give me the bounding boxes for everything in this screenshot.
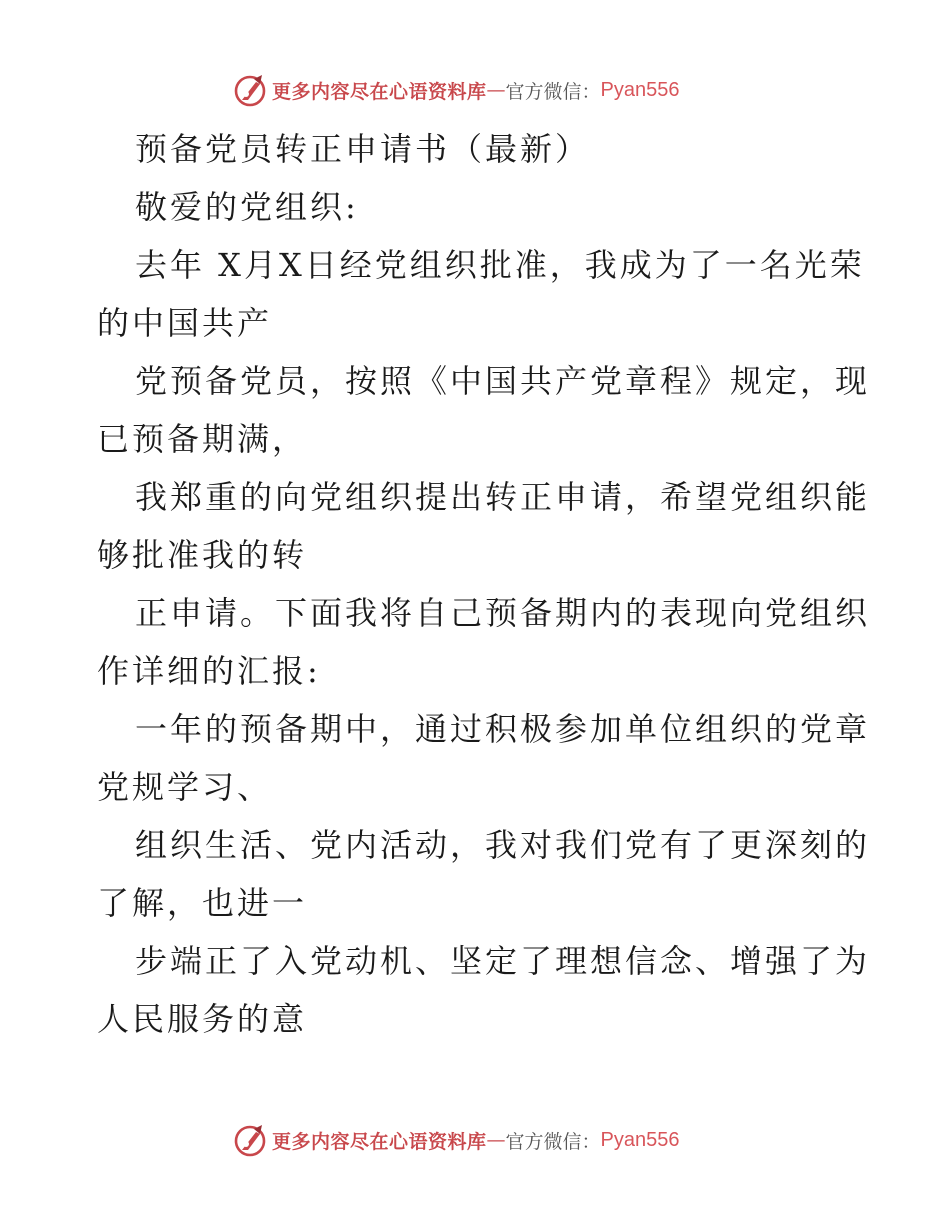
brand-text: 更多内容尽在心语资料库	[272, 1130, 487, 1153]
paragraph-line: 了解，也进一	[97, 884, 308, 922]
paragraph-line: 正申请。下面我将自己预备期内的表现向党组织	[135, 594, 871, 632]
paragraph-line: 我郑重的向党组织提出转正申请，希望党组织能	[135, 478, 871, 516]
header-banner	[232, 70, 680, 110]
paragraph-line: 已预备期满，	[97, 420, 308, 458]
quill-pen-logo-icon	[232, 1122, 268, 1158]
paragraph-line: 步端正了入党动机、坚定了理想信念、增强了为	[135, 942, 871, 980]
wechat-id: Pyan556	[600, 1128, 680, 1151]
document-title: 预备党员转正申请书（最新）	[135, 130, 591, 168]
footer-banner	[232, 1120, 680, 1160]
paragraph-line: 作详细的汇报:	[97, 652, 321, 690]
quill-pen-logo-icon	[232, 72, 268, 108]
paragraph-line: 一年的预备期中，通过积极参加单位组织的党章	[135, 710, 871, 748]
document-body	[97, 120, 871, 1048]
paragraph-line: 去年 X月X日经党组织批准，我成为了一名光荣	[135, 246, 865, 284]
wechat-label: 官方微信：	[505, 80, 601, 103]
brand-text: 更多内容尽在心语资料库	[272, 80, 487, 103]
paragraph-line: 的中国共产	[97, 304, 273, 342]
wechat-id: Pyan556	[600, 78, 680, 101]
paragraph-line: 党预备党员，按照《中国共产党章程》规定，现	[135, 362, 871, 400]
paragraph-line: 人民服务的意	[97, 1000, 308, 1038]
paragraph-line: 组织生活、党内活动，我对我们党有了更深刻的	[135, 826, 871, 864]
paragraph-line: 够批准我的转	[97, 536, 308, 574]
wechat-label: 官方微信：	[505, 1130, 601, 1153]
salutation: 敬爱的党组织:	[135, 188, 359, 226]
banner-dash: —	[486, 79, 506, 101]
banner-dash: —	[486, 1129, 506, 1151]
paragraph-line: 党规学习、	[97, 768, 273, 806]
